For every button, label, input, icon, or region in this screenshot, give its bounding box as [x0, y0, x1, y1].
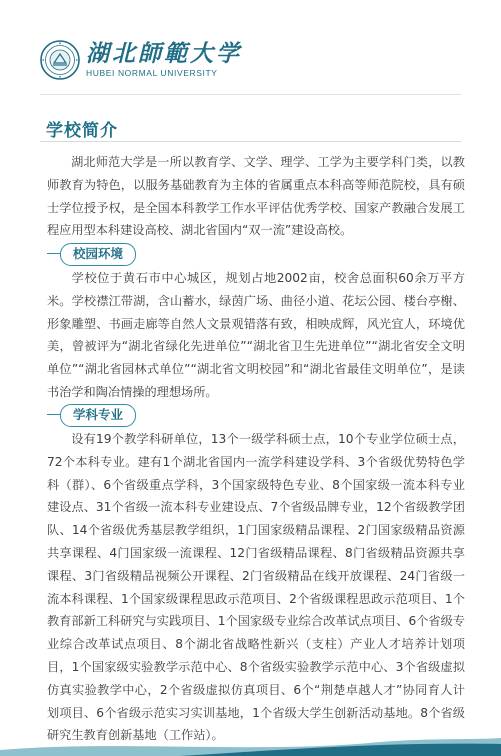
campus-label: 校园环境 [60, 243, 136, 266]
section-divider [40, 141, 461, 142]
disciplines-label-line [47, 414, 61, 415]
intro-text: 湖北师范大学是一所以教育学、文学、理学、工学为主要学科门类，以教师教育为特色，以服务基础教育为主体的省属重点本科高等师范院校，具有硕士学位授予权，是全国本科教学工作水平评估优秀学校、国家产教融合发展工程应用型本科建设高校、湖北省国内“双一流”建设高校。 [47, 155, 465, 238]
campus-text: 学校位于黄石市中心城区，规划占地2002亩，校舍总面积60余万平方米。学校襟江带湖，含山蓄水，绿茵广场、曲径小道、花坛公园、楼台亭榭、形象雕塑、书画走廊等自然人文景观错落有致，相映成辉，风光宜人，环境优美，曾被评为“湖北省绿化先进单位”“湖北省卫生先进单位”“湖北省安全文明单位”“湖北省园林式单位”“湖北省文明校园”和“湖北省最佳文明单位”，是读书治学和陶冶情操的理想场所。 [47, 271, 465, 399]
intro-paragraph [47, 151, 465, 242]
section-title: 学校简介 [46, 121, 118, 141]
disciplines-text: 设有19个教学科研单位，13个一级学科硕士点，10个专业学位硕士点，72个本科专业。建有1个湖北省国内一流学科建设学科、3个省级优势特色学科（群）、6个省级重点学科，3个国家级特色专业、8个国家级一流本科专业建设点、31个省级一流本科专业建设点、7个省级品牌专业，12个省级教学团队、14个省级优秀基层教学组织，1门国家级精品课程、2门国家级精品资源共享课程、4门国家级一流课程、12门省级精品课程、8门省级精品资源共享课程、3门省级精品视频公开课程、2门省级精品在线开放课程、24门省级一流本科课程、1个国家级课程思政示范项目、2个省级课程思政示范项目、1个教育部新工科研究与实践项目、1个国家级专业综合改革试点项目、6个省级专业综合改革试点项目、8个湖北省战略性新兴（支柱）产业人才培养计划项目，1个国家级实验教学示范中心、8个省级实验教学示范中心、3个省级虚拟仿真实验教学中心，2个省级虚拟仿真项目、6个“荆楚卓越人才”协同育人计划项目、6个省级示范实习实训基地，1个省级大学生创新活动基地。8个省级研究生教育创新基地（工作站）。 [47, 432, 465, 743]
bottom-wave-decoration [0, 736, 501, 756]
header-divider [40, 94, 461, 95]
disciplines-label: 学科专业 [60, 404, 136, 427]
logo-english-name: HUBEI NORMAL UNIVERSITY [86, 68, 218, 78]
disciplines-paragraph [47, 428, 465, 747]
campus-paragraph [47, 267, 465, 404]
logo-chinese-name: 湖北師範大学 [86, 40, 242, 67]
campus-label-line [47, 253, 61, 254]
university-logo [40, 37, 242, 83]
university-seal-icon [40, 40, 80, 80]
